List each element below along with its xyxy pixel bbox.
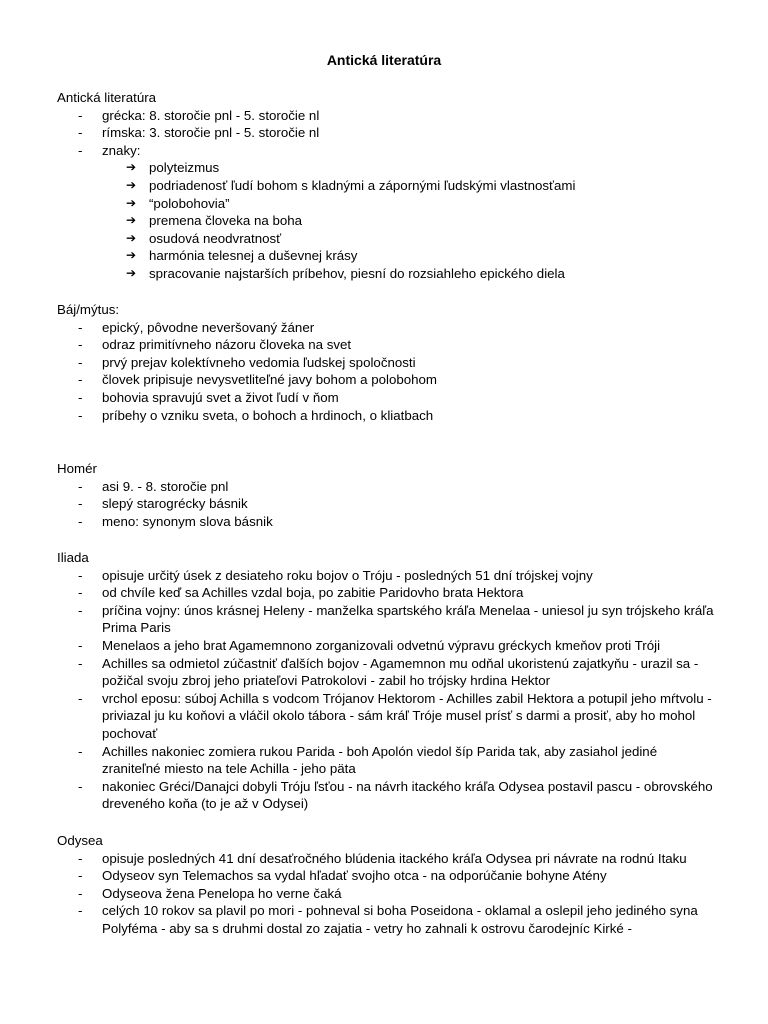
list-item: - Achilles sa odmietol zúčastniť ďalších bojov - Agamemnon mu odňal ukoristenú zajatkyňu - urazil sa - požičal svoju zbroj jeho priateľovi Patrokolovi - zabil ho trójsky hrdina Hektor xyxy=(57,655,717,690)
list-item: - nakoniec Gréci/Danajci dobyli Tróju ľsťou - na návrh itackého kráľa Odysea postavil pascu - obrovského dreveného koňa (to je až v Odysei) xyxy=(57,778,717,813)
arrow-list-item: ➔ polyteizmus xyxy=(57,159,717,177)
arrow-list-item: ➔ “polobohovia” xyxy=(57,195,717,213)
list-item: - celých 10 rokov sa plavil po mori - pohneval si boha Poseidona - oklamal a oslepil jeho jediného syna Polyféma - aby sa s druhmi dostal zo zajatia - vetry ho zahnali k ostrovu čarodejníc Kirké - xyxy=(57,902,717,937)
list-item: - príbehy o vzniku sveta, o bohoch a hrdinoch, o kliatbach xyxy=(57,407,717,425)
bullet-list xyxy=(57,107,717,160)
section-iliada xyxy=(57,549,717,813)
section-anticka-literatura xyxy=(57,89,717,283)
section-baj-mytus xyxy=(57,301,717,424)
list-item: - od chvíle keď sa Achilles vzdal boja, po zabitie Paridovho brata Hektora xyxy=(57,584,717,602)
section-heading: Antická literatúra xyxy=(57,90,157,105)
list-item: - prvý prejav kolektívneho vedomia ľudskej spoločnosti xyxy=(57,354,717,372)
list-item: - Odyseova žena Penelopa ho verne čaká xyxy=(57,885,717,903)
bullet-list xyxy=(57,850,717,938)
list-item: - Menelaos a jeho brat Agamemnono zorganizovali odvetnú výpravu gréckych kmeňov proti Tróji xyxy=(57,637,717,655)
section-heading: Báj/mýtus: xyxy=(57,302,120,317)
list-item: - odraz primitívneho názoru človeka na svet xyxy=(57,336,717,354)
section-heading: Iliada xyxy=(57,550,89,565)
list-item: - príčina vojny: únos krásnej Heleny - manželka spartského kráľa Menelaa - uniesol ju syn trójskeho kráľa Prima Paris xyxy=(57,602,717,637)
list-item: - človek pripisuje nevysvetliteľné javy bohom a polobohom xyxy=(57,371,717,389)
bullet-list xyxy=(57,478,717,531)
document-title: Antická literatúra xyxy=(326,52,442,68)
arrow-list xyxy=(57,159,717,282)
arrow-list-item: ➔ podriadenosť ľudí bohom s kladnými a zápornými ľudskými vlastnosťami xyxy=(57,177,717,195)
arrow-list-item: ➔ premena človeka na boha xyxy=(57,212,717,230)
section-odysea xyxy=(57,832,717,938)
list-item: - Achilles nakoniec zomiera rukou Parida - boh Apolón viedol šíp Parida tak, aby zasiahol jediné zraniteľné miesto na tele Achilla - jeho päta xyxy=(57,743,717,778)
arrow-list-item: ➔ spracovanie najstarších príbehov, piesní do rozsiahleho epického diela xyxy=(57,265,717,283)
arrow-list-item: ➔ osudová neodvratnosť xyxy=(57,230,717,248)
arrow-list-item: ➔ harmónia telesnej a duševnej krásy xyxy=(57,247,717,265)
list-item: - asi 9. - 8. storočie pnl xyxy=(57,478,717,496)
bullet-list xyxy=(57,567,717,813)
list-item: - bohovia spravujú svet a život ľudí v ňom xyxy=(57,389,717,407)
list-item: - vrchol eposu: súboj Achilla s vodcom Trójanov Hektorom - Achilles zabil Hektora a potupil jeho mŕtvolu - priviazal ju ku koňovi a vláčil okolo tábora - sám kráľ Tróje musel prísť s darmi a prosiť, aby ho mohol pochovať xyxy=(57,690,717,743)
list-item: - epický, pôvodne neveršovaný žáner xyxy=(57,319,717,337)
list-item: - znaky: xyxy=(57,142,717,160)
list-item: - Odyseov syn Telemachos sa vydal hľadať svojho otca - na odporúčanie bohyne Atény xyxy=(57,867,717,885)
list-item: - rímska: 3. storočie pnl - 5. storočie nl xyxy=(57,124,717,142)
list-item: - slepý starogrécky básnik xyxy=(57,495,717,513)
section-heading: Homér xyxy=(57,461,97,476)
list-item: - meno: synonym slova básnik xyxy=(57,513,717,531)
list-item: - grécka: 8. storočie pnl - 5. storočie nl xyxy=(57,107,717,125)
section-homer xyxy=(57,460,717,530)
section-heading: Odysea xyxy=(57,833,103,848)
list-item: - opisuje posledných 41 dní desaťročného blúdenia itackého kráľa Odysea pri návrate na rodnú Itaku xyxy=(57,850,717,868)
list-item: - opisuje určitý úsek z desiateho roku bojov o Tróju - posledných 51 dní trójskej vojny xyxy=(57,567,717,585)
bullet-list xyxy=(57,319,717,425)
